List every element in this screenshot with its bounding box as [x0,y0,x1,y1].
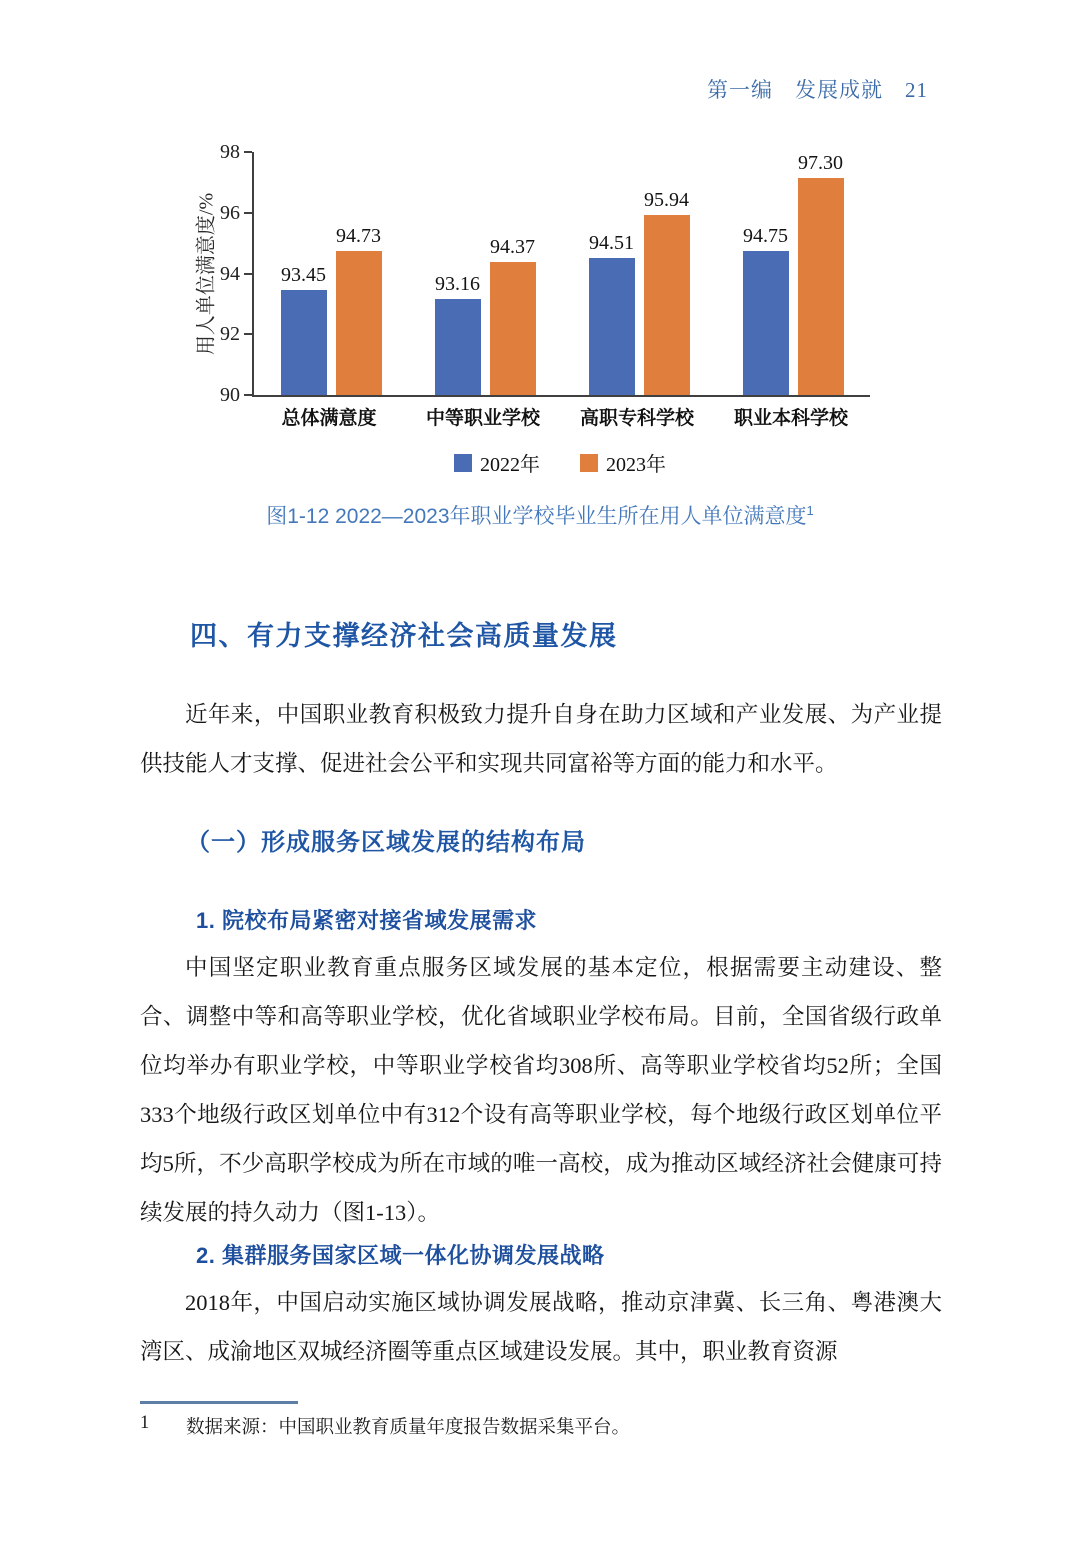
bar-2023年 [490,262,536,395]
bar-chart [190,141,890,482]
footnote-reference: 1 [806,503,814,518]
bar-value-label: 95.94 [644,188,689,211]
bar-2022年 [281,290,327,395]
bar-value-label: 93.16 [435,273,480,296]
legend-label: 2022年 [480,454,540,476]
y-tick-mark [244,333,252,335]
x-axis-label: 职业本科学校 [733,408,848,429]
footnote-marker: 1 [140,1413,150,1433]
page-number: 21 [905,78,928,102]
bar-value-label: 94.37 [490,236,535,259]
bar-wrap [336,152,382,395]
bar-value-label: 94.73 [336,225,381,248]
legend-item [454,448,540,477]
bar-2023年 [644,215,690,395]
bar-2023年 [798,178,844,395]
footnote-divider [140,1401,298,1404]
bar-value-label: 97.30 [798,152,843,174]
plot-area [252,152,870,397]
figure-caption-text: 图1-12 2022—2023年职业学校毕业生所在用人单位满意度 [266,505,807,528]
y-tick-label: 92 [220,323,240,346]
page-header [707,74,928,104]
bar-wrap [798,152,844,395]
legend-swatch [454,454,472,472]
chart-inner [190,141,890,476]
bar-value-label: 94.51 [589,232,634,255]
bar-wrap [743,152,789,395]
bar-wrap [490,152,536,395]
item2-paragraph: 2018年，中国启动实施区域协调发展战略，推动京津冀、长三角、粤港澳大湾区、成渝地区双城经济圈等重点区域建设发展。其中，职业教育资源 [140,1290,942,1364]
y-tick-label: 96 [220,201,240,224]
bar-group [716,152,870,395]
bar-value-label: 93.45 [281,264,326,287]
footnote-text: 数据来源：中国职业教育质量年度报告数据采集平台。 [186,1418,631,1438]
figure-caption [0,500,1080,530]
bar-wrap [644,152,690,395]
bar-2022年 [743,251,789,395]
item1-paragraph: 中国坚定职业教育重点服务区域发展的基本定位，根据需要主动建设、整合、调整中等和高等职业学校，优化省域职业学校布局。目前，全国省级行政单位均举办有职业学校，中等职业学校省均308所、高等职业学校省均52所；全国333个地级行政区划单位中有312个设有高等职业学校，每个地级行政区划单位平均5所，不少高职学校成为所在市域的唯一高校，成为推动区域经济社会健康可持续发展的持久动力（图1-13）。 [140,955,942,1225]
bar-wrap [589,152,635,395]
part-title: 第一编 发展成就 [707,78,883,102]
bar-value-label: 94.75 [743,224,788,247]
y-tick-label: 98 [220,141,240,163]
bar-group [254,152,408,395]
y-tick-label: 94 [220,262,240,285]
x-axis-labels [252,403,868,430]
bar-2022年 [435,299,481,395]
y-tick-mark [244,273,252,275]
legend-label: 2023年 [606,454,666,476]
x-axis-label: 中等职业学校 [425,408,540,429]
footnote [140,1413,942,1439]
y-tick-label: 90 [220,384,240,406]
item2-heading: 2. 集群服务国家区域一体化协调发展战略 [196,1243,605,1268]
section-heading: 四、有力支撑经济社会高质量发展 [190,621,618,651]
bar-group [408,152,562,395]
item1-heading: 1. 院校布局紧密对接省域发展需求 [196,908,537,933]
bar-wrap [281,152,327,395]
y-tick-mark [244,212,252,214]
y-tick-mark [244,394,252,396]
y-tick-mark [244,151,252,153]
legend-swatch [580,454,598,472]
bar-wrap [435,152,481,395]
intro-paragraph: 近年来，中国职业教育积极致力提升自身在助力区域和产业发展、为产业提供技能人才支撑、促进社会公平和实现共同富裕等方面的能力和水平。 [140,702,942,776]
bar-group [562,152,716,395]
chart-legend [252,448,868,477]
subsection-heading: （一）形成服务区域发展的结构布局 [186,829,586,856]
x-axis-label: 高职专科学校 [579,408,694,429]
bar-2022年 [589,258,635,395]
x-axis-label: 总体满意度 [281,408,377,429]
legend-item [580,448,666,477]
bar-2023年 [336,251,382,395]
y-axis-label: 用人单位满意度/% [195,192,218,356]
